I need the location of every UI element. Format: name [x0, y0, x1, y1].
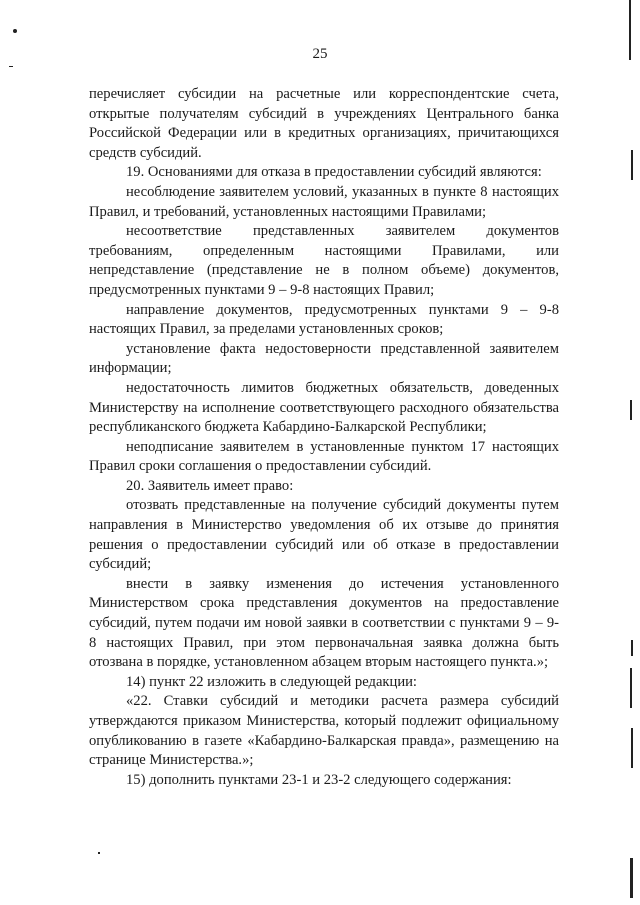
paragraph: недостаточность лимитов бюджетных обязательств, доведенных Министерству на исполнение соответствующего расходного обязательства республиканского бюджета Кабардино-Балкарской Республики;	[89, 379, 559, 436]
paragraph: установление факта недостоверности представленной заявителем информации;	[89, 340, 559, 377]
scan-edge-mark	[630, 400, 632, 420]
paragraph: неподписание заявителем в установленные пунктом 17 настоящих Правил сроки соглашения о предоставлении субсидий.	[89, 438, 559, 475]
paragraph: 20. Заявитель имеет право:	[126, 477, 294, 494]
scan-speck	[13, 29, 17, 33]
paragraph: 15) дополнить пунктами 23-1 и 23-2 следующего содержания:	[126, 771, 512, 788]
scan-edge-mark	[631, 150, 633, 180]
paragraph: «22. Ставки субсидий и методики расчета размера субсидий утверждаются приказом Министерства, который подлежит официальному опубликованию в газете «Кабардино-Балкарская правда», размещению на странице Министерства.»;	[89, 693, 559, 769]
paragraph: несоблюдение заявителем условий, указанных в пункте 8 настоящих Правил, и требований, установленных настоящими Правилами;	[89, 183, 559, 220]
paragraph: 14) пункт 22 изложить в следующей редакции:	[126, 673, 417, 690]
paragraph: направление документов, предусмотренных пунктами 9 – 9-8 настоящих Правил, за пределами установленных сроков;	[89, 301, 559, 338]
paragraph: отозвать представленные на получение субсидий документы путем направления в Министерство уведомления об их отзыве до принятия решения о предоставлении субсидий или об отказе в предоставлении субсидий;	[89, 497, 559, 573]
scan-speck	[98, 852, 100, 854]
document-body	[89, 85, 559, 790]
paragraph: внести в заявку изменения до истечения установленного Министерством срока представления документов на предоставление субсидий, путем подачи им новой заявки в соответствии с пунктами 9 – 9-8 настоящих Правил, при этом первоначальная заявка должна быть отозвана в порядке, установленном абзацем вторым настоящего пункта.»;	[89, 575, 559, 671]
page-number: 25	[312, 46, 328, 62]
scan-speck	[9, 66, 13, 67]
scan-edge-mark	[631, 728, 633, 768]
paragraph: перечисляет субсидии на расчетные или корреспондентские счета, открытые получателям субсидий в учреждениях Центрального банка Российской Федерации или в кредитных организациях, причитающихся средств субсидий.	[89, 86, 559, 161]
paragraph: несоответствие представленных заявителем документов требованиям, определенным настоящими Правилами, или непредставление (представление не в полном объеме) документов, предусмотренных пунктами 9 – 9-8 настоящих Правил;	[89, 223, 559, 298]
scan-edge-mark	[630, 668, 632, 708]
paragraph: 19. Основаниями для отказа в предоставлении субсидий являются:	[126, 164, 542, 181]
scan-edge-mark	[631, 640, 633, 656]
scan-edge-mark	[630, 858, 633, 898]
